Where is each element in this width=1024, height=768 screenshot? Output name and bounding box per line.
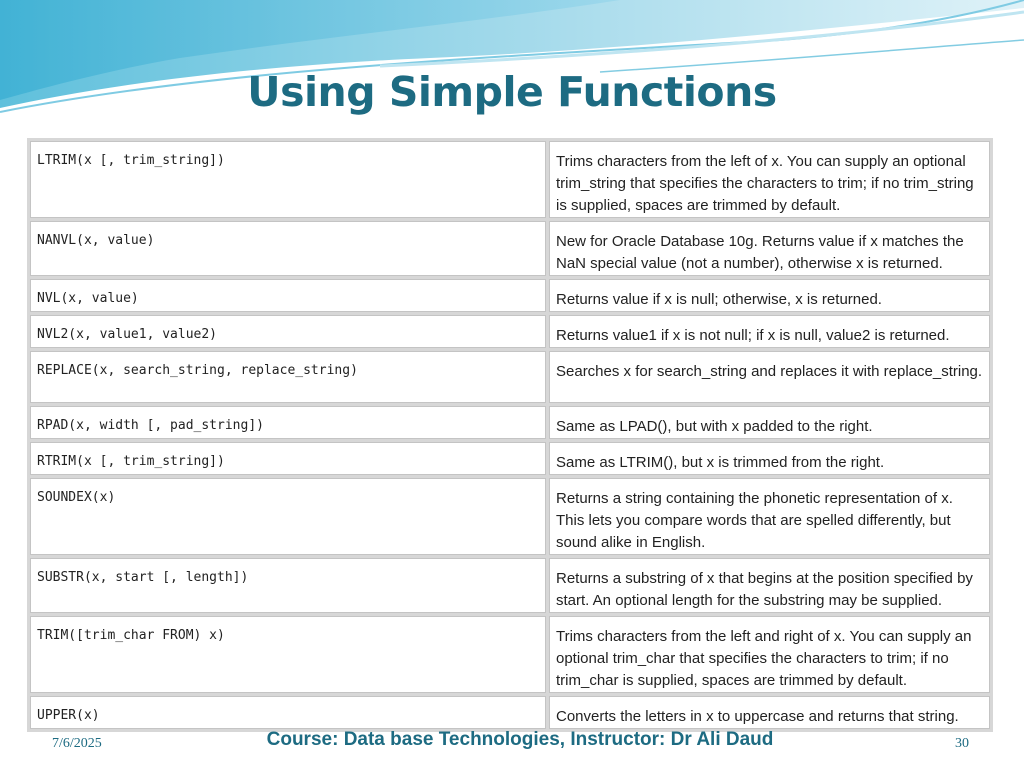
function-signature: TRIM([trim_char FROM) x) <box>30 616 546 693</box>
function-description: Returns value1 if x is not null; if x is null, value2 is returned. <box>549 315 990 348</box>
function-signature: NVL(x, value) <box>30 279 546 312</box>
function-signature: UPPER(x) <box>30 696 546 729</box>
table-row <box>30 558 990 613</box>
table-row <box>30 351 990 403</box>
function-description: Same as LPAD(), but with x padded to the right. <box>549 406 990 439</box>
function-description: Converts the letters in x to uppercase and returns that string. <box>549 696 990 729</box>
table-row <box>30 141 990 218</box>
function-signature: RPAD(x, width [, pad_string]) <box>30 406 546 439</box>
function-signature: SUBSTR(x, start [, length]) <box>30 558 546 613</box>
function-description: Returns value if x is null; otherwise, x is returned. <box>549 279 990 312</box>
table-row <box>30 442 990 475</box>
function-description: New for Oracle Database 10g. Returns value if x matches the NaN special value (not a number), otherwise x is returned. <box>549 221 990 276</box>
function-description: Trims characters from the left and right of x. You can supply an optional trim_char that specifies the characters to trim; if no trim_char is supplied, spaces are trimmed by default. <box>549 616 990 693</box>
table-row <box>30 616 990 693</box>
function-signature: REPLACE(x, search_string, replace_string) <box>30 351 546 403</box>
table-row <box>30 279 990 312</box>
functions-table <box>27 138 993 732</box>
table-row <box>30 315 990 348</box>
function-description: Returns a substring of x that begins at the position specified by start. An optional length for the substring may be supplied. <box>549 558 990 613</box>
footer-course-info: Course: Data base Technologies, Instructor: Dr Ali Daud <box>266 729 774 750</box>
function-description: Trims characters from the left of x. You can supply an optional trim_string that specifies the characters to trim; if no trim_string is supplied, spaces are trimmed by default. <box>549 141 990 218</box>
slide-number: 30 <box>955 736 969 751</box>
slide-title: Using Simple Functions <box>247 68 777 116</box>
function-signature: RTRIM(x [, trim_string]) <box>30 442 546 475</box>
table-row <box>30 406 990 439</box>
table-row <box>30 221 990 276</box>
function-signature: NANVL(x, value) <box>30 221 546 276</box>
function-signature: NVL2(x, value1, value2) <box>30 315 546 348</box>
function-description: Same as LTRIM(), but x is trimmed from the right. <box>549 442 990 475</box>
function-signature: SOUNDEX(x) <box>30 478 546 555</box>
function-description: Returns a string containing the phonetic representation of x. This lets you compare words that are spelled differently, but sound alike in English. <box>549 478 990 555</box>
footer-date: 7/6/2025 <box>52 736 102 751</box>
table-row <box>30 478 990 555</box>
function-signature: LTRIM(x [, trim_string]) <box>30 141 546 218</box>
function-description: Searches x for search_string and replaces it with replace_string. <box>549 351 990 403</box>
table-row <box>30 696 990 729</box>
